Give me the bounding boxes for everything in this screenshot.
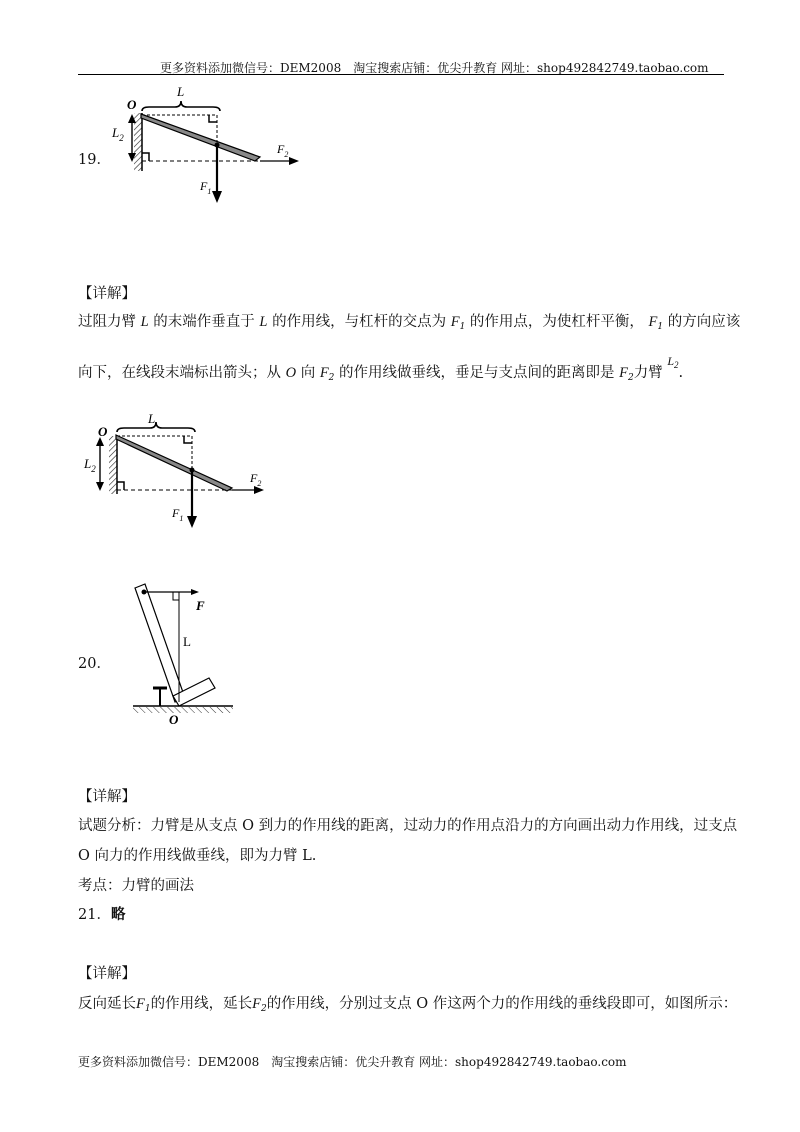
label-F1: $F_1$ <box>200 179 212 196</box>
q19-detail-heading: 【详解】 <box>78 286 136 302</box>
foot-right-angle <box>117 482 124 490</box>
foot-right-angle <box>142 153 149 161</box>
q19-lever-diagram <box>105 85 305 205</box>
lever-rod <box>135 584 185 702</box>
L-brace <box>117 422 195 432</box>
q21-detail-heading: 【详解】 <box>78 966 136 982</box>
q19-number: 19． <box>78 152 111 168</box>
right-angle-mark <box>173 592 179 600</box>
label-L: L <box>148 412 156 426</box>
label-F1: $F_1$ <box>172 506 184 523</box>
F1-arrowhead <box>212 191 222 203</box>
label-O: O <box>98 424 108 439</box>
F1-point <box>215 143 220 148</box>
label-O: O <box>127 97 137 112</box>
q20-detail-line1: 试题分析：力臂是从支点 O 到力的作用线的距离，过动力的作用点沿力的方向画出动力作用线，过支点 <box>78 818 738 834</box>
label-O: O <box>169 712 179 727</box>
F-arrowhead <box>191 589 199 595</box>
q19-detail-line1: 过阻力臂 L 的末端作垂直于 L 的作用线，与杠杆的交点为 $F_1$ 的作用点，为使杠杆平衡， $F_1$ 的方向应该 <box>78 314 741 332</box>
q20-detail-line2: O 向力的作用线做垂线，即为力臂 L. <box>78 848 317 864</box>
q20-detail-heading: 【详解】 <box>78 789 136 805</box>
ground-hatch <box>133 707 233 713</box>
q19-detail-line2: 向下，在线段末端标出箭头；从 O 向 $F_2$ 的作用线做垂线，垂足与支点间的距离即是 $F_2$力臂 $^{L_2}$. <box>78 354 684 383</box>
label-L: L <box>177 85 185 99</box>
q19-answer-diagram <box>80 412 280 532</box>
label-F2: $F_2$ <box>250 471 262 488</box>
header-rule <box>78 74 724 75</box>
lever-bar <box>141 114 260 161</box>
L-brace <box>142 101 220 111</box>
q21-header: 21．略 <box>78 906 126 923</box>
F1-point <box>190 468 195 473</box>
q20-lever-diagram <box>125 580 245 730</box>
q20-number: 20． <box>78 656 111 672</box>
q20-kaodian: 考点：力臂的画法 <box>78 878 194 894</box>
label-L: L <box>183 634 191 649</box>
page-footer: 更多资料添加微信号：DEM2008 淘宝搜索店铺：优尖升教育 网址：shop492842749.taobao.com <box>78 1055 627 1069</box>
label-F: F <box>196 598 205 613</box>
q21-detail-line1: 反向延长$F_1$的作用线，延长$F_2$的作用线，分别过支点 O 作这两个力的作用线的垂线段即可，如图所示： <box>78 996 738 1014</box>
wall-hatch <box>109 436 117 494</box>
label-F2: $F_2$ <box>277 142 289 159</box>
label-L2: $L_2$ <box>84 456 96 474</box>
right-angle-mark <box>209 115 217 122</box>
right-angle-mark <box>184 436 192 443</box>
L2-arrowhead-down <box>96 482 104 491</box>
F1-arrowhead <box>187 516 197 528</box>
label-L2: $L_2$ <box>112 125 124 143</box>
lever-bar <box>116 435 232 491</box>
page-header: 更多资料添加微信号：DEM2008 淘宝搜索店铺：优尖升教育 网址：shop492842749.taobao.com <box>160 61 709 75</box>
F2-arrowhead <box>289 157 299 165</box>
